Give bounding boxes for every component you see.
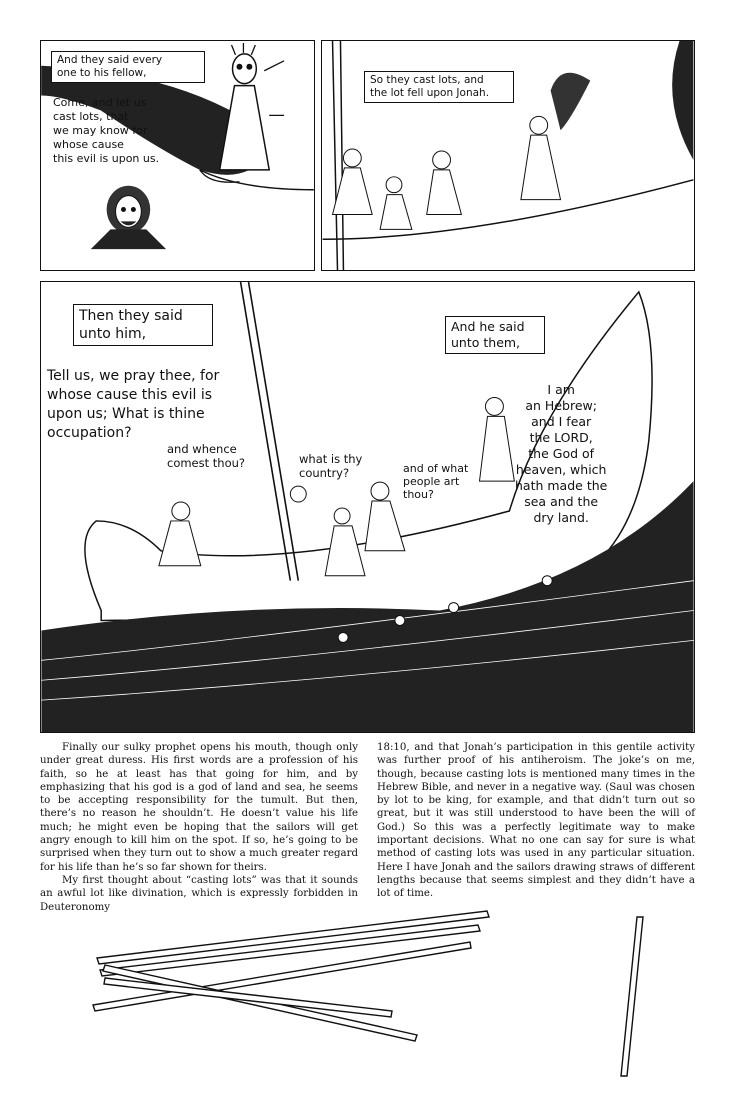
panel-3-speech-tell: Tell us, we pray thee, for whose cause this evil is upon us; What is thine occupation?	[47, 368, 220, 441]
panel-3-caption-left: Then they said unto him,	[73, 304, 213, 346]
paragraph-3: 18:10, and that Jonah’s participation in this gentile activity was further proof of his antiheroism. The joke’s on me, though, because casting lots is mentioned many times in the Hebrew Bible, and never in a negative way. (Saul was chosen by lot to be king, for example, and that didn’t turn out so great, but it was still understood to have been the will of God.) So this was a perfectly legitimate way to make important decisions. What no one can say for sure is what method of casting lots was used in any particular situation. Here I have Jonah and the sailors drawing straws of different lengths because that seems simplest and they didn’t have a lot of time.	[377, 742, 695, 900]
paragraph-2: My first thought about “casting lots” was that it sounds an awful lot like divination, which is expressly forbidden in Deuteronomy	[40, 874, 358, 913]
panel-3-speech-whence: and whence comest thou?	[167, 442, 246, 470]
panel-2-caption: So they cast lots, and the lot fell upon Jonah.	[364, 71, 514, 103]
text-column-right	[377, 741, 695, 901]
panel-3-speech-country: what is thy country?	[299, 452, 363, 480]
panel-3-speech-people: and of what people art thou?	[403, 462, 469, 501]
panel-1-caption: And they said every one to his fellow,	[51, 51, 205, 83]
text-column-left	[40, 741, 358, 914]
comic-panel-2	[321, 40, 695, 271]
comic-panel-3	[40, 281, 695, 733]
straws-illustration	[0, 895, 735, 1095]
panel-3-caption-right: And he said unto them,	[445, 316, 545, 354]
paragraph-1: Finally our sulky prophet opens his mouth, though only under great duress. His first words are a profession of his faith, so he at least has that going for him, and by emphasizing that his god is a god of land and sea, he seems to be accepting responsibility for the tumult. But then, there’s no reason he shouldn’t. He doesn’t value his life much; he might even be hoping that the sailors will get angry enough to kill him on the spot. If so, he’s going to be surprised when they turn out to show a much greater regard for his life than he’s so far shown for theirs.	[40, 742, 358, 873]
panel-3-speech-jonah: I am an Hebrew; and I fear the LORD, the God of heaven, which hath made the sea and the dry land.	[515, 382, 608, 525]
panel-1-speech: Come, and let us cast lots, that we may know for whose cause this evil is upon us.	[53, 96, 160, 165]
straw-6	[621, 917, 643, 1076]
comic-panel-1	[40, 40, 315, 271]
